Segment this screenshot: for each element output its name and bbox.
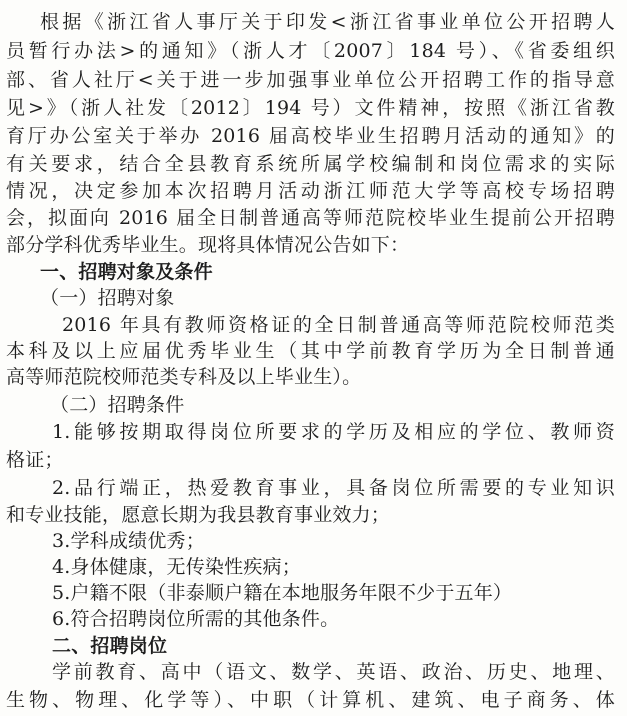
paragraph-line: 部分学科优秀毕业生。现将具体情况公告如下： <box>6 234 410 256</box>
paragraph-line: 有关要求，结合全县教育系统所属学校编制和岗位需求的实际 <box>6 153 615 175</box>
paragraph-line: 部、省人社厅<关于进一步加强事业单位公开招聘工作的指导意 <box>6 69 615 91</box>
section-heading: 一、招聘对象及条件 <box>40 261 213 283</box>
list-item-line: 1.能够按期取得岗位所要求的学历及相应的学位、教师资 <box>52 421 615 443</box>
paragraph-line: 会，拟面向 2016 届全日制普通高等师范院校毕业生提前公开招聘 <box>6 207 615 229</box>
subsection-heading: （二）招聘条件 <box>50 394 185 416</box>
list-item-line: 5.户籍不限（非泰顺户籍在本地服务年限不少于五年） <box>52 582 513 604</box>
paragraph-line: 见>》（浙人社发〔2012〕194 号）文件精神，按照《浙江省教 <box>6 97 615 119</box>
paragraph-line: 情况，决定参加本次招聘月活动浙江师范大学等高校专场招聘 <box>6 180 615 202</box>
paragraph-line: 员暂行办法>的通知》（浙人才〔2007〕184 号）、《省委组织 <box>6 40 615 62</box>
paragraph-line: 学前教育、高中（语文、数学、英语、政治、历史、地理、 <box>52 661 615 683</box>
list-item-line: 和专业技能，愿意长期为我县教育事业效力； <box>6 504 391 526</box>
paragraph-line: 2016 年具有教师资格证的全日制普通高等师范院校师范类 <box>62 314 615 336</box>
paragraph-line: 生物、物理、化学等）、中职（计算机、建筑、电子商务、体 <box>6 689 615 711</box>
list-item-line: 3.学科成绩优秀； <box>52 530 205 552</box>
subsection-heading: （一）招聘对象 <box>40 287 175 309</box>
section-heading: 二、招聘岗位 <box>52 635 168 657</box>
list-item-line: 4.身体健康，无传染性疾病； <box>52 556 301 578</box>
paragraph-line: 根据《浙江省人事厅关于印发<浙江省事业单位公开招聘人 <box>40 11 615 33</box>
list-item-line: 6.符合招聘岗位所需的其他条件。 <box>52 608 340 630</box>
list-item-line: 格证； <box>6 449 64 471</box>
list-item-line: 2.品行端正，热爱教育事业，具备岗位所需要的专业知识 <box>52 477 615 499</box>
paragraph-line: 本科及以上应届优秀毕业生（其中学前教育学历为全日制普通 <box>6 340 615 362</box>
paragraph-line: 育厅办公室关于举办 2016 届高校毕业生招聘月活动的通知》的 <box>6 125 615 147</box>
paragraph-line: 高等师范院校师范类专科及以上毕业生）。 <box>6 366 362 388</box>
